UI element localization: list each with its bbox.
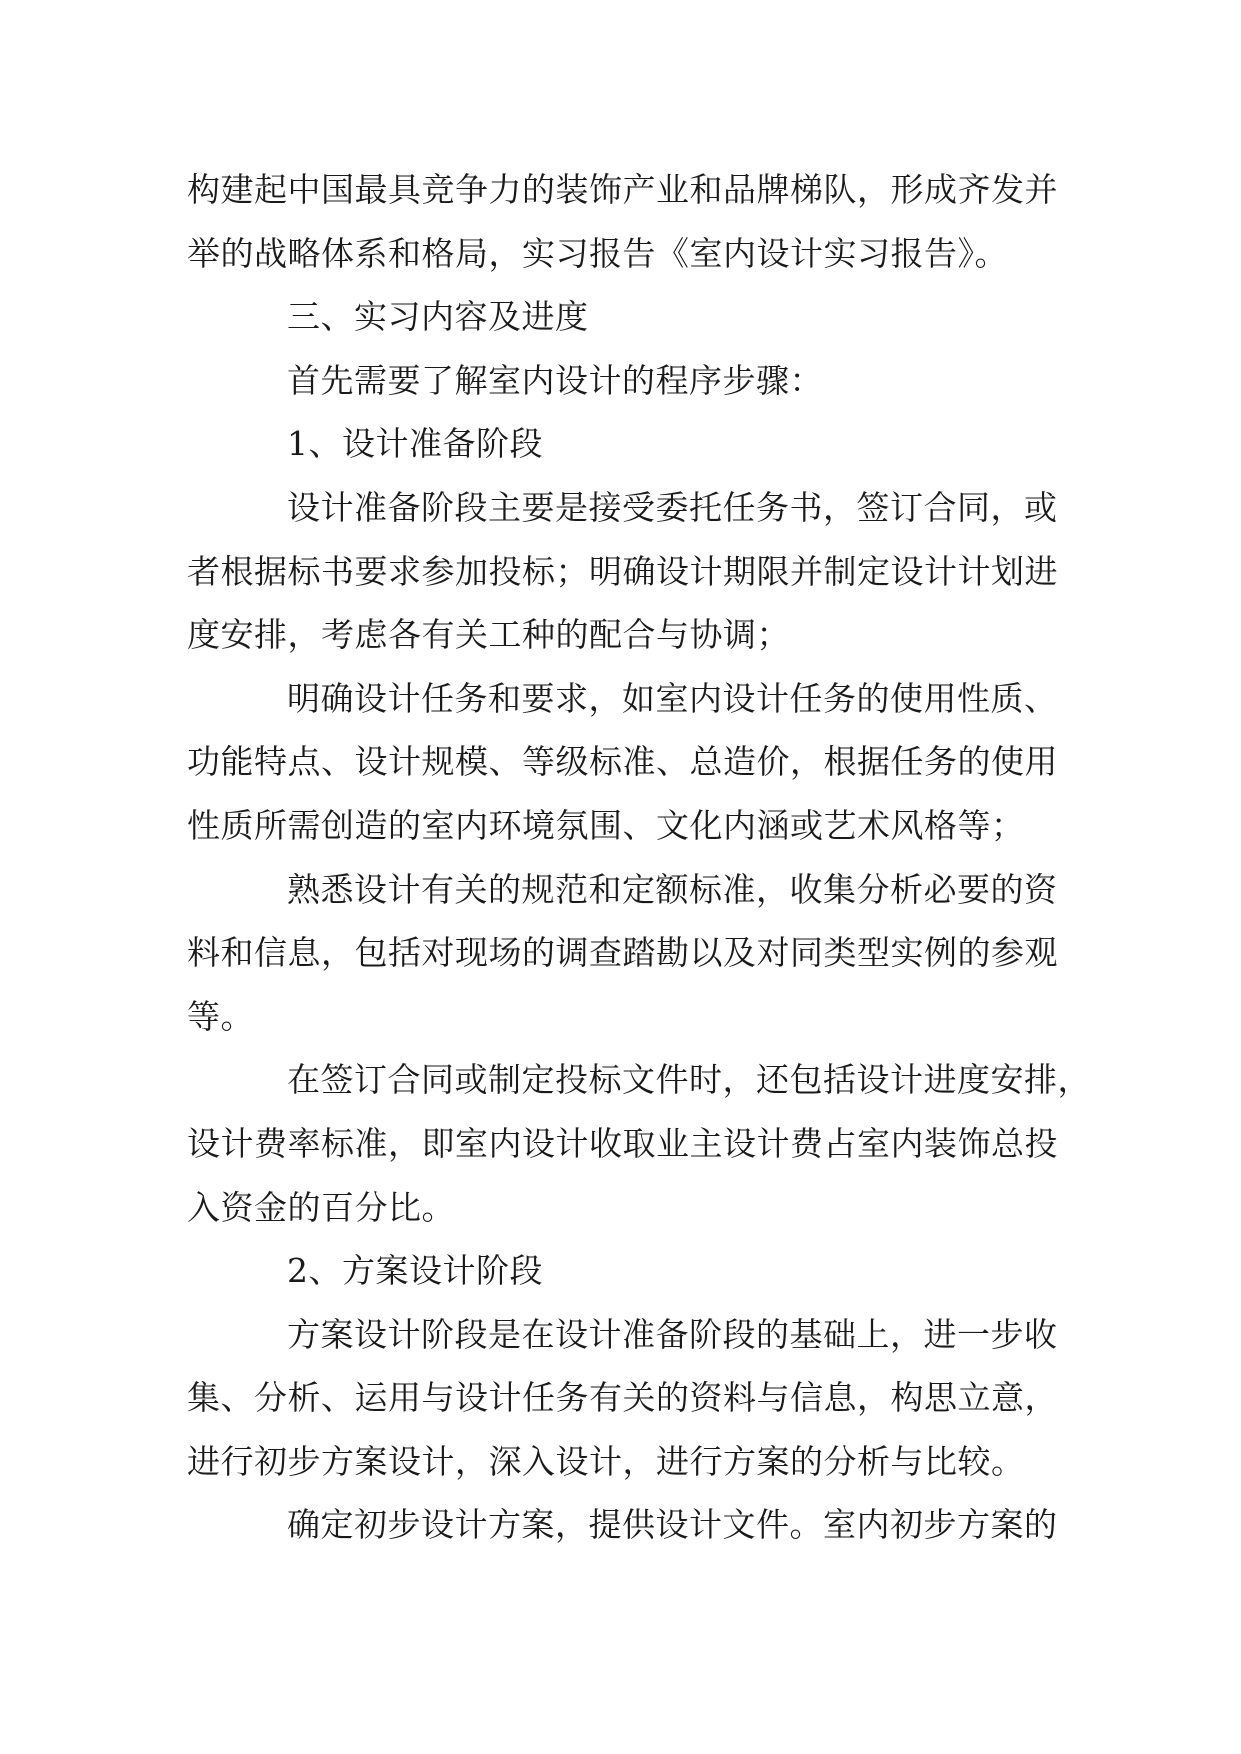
text-line-11: 性质所需创造的室内环境氛围、文化内涵或艺术风格等；	[187, 805, 1025, 845]
text-line-17: 入资金的百分比。	[187, 1187, 455, 1227]
text-line-19: 方案设计阶段是在设计准备阶段的基础上，进一步收	[287, 1314, 1058, 1354]
text-line-22: 确定初步设计方案，提供设计文件。室内初步方案的	[287, 1505, 1058, 1545]
section-heading-3: 三、实习内容及进度	[287, 297, 589, 337]
document-body	[187, 158, 1091, 1557]
text-line-13: 料和信息，包括对现场的调查踏勘以及对同类型实例的参观	[187, 933, 1058, 973]
text-line-7: 者根据标书要求参加投标；明确设计期限并制定设计计划进	[187, 551, 1058, 591]
text-line-15: 在签订合同或制定投标文件时，还包括设计进度安排，	[287, 1060, 1091, 1100]
text-line-20: 集、分析、运用与设计任务有关的资料与信息，构思立意，	[187, 1378, 1058, 1418]
text-line-4: 首先需要了解室内设计的程序步骤：	[287, 360, 823, 400]
subsection-heading-2: 2、方案设计阶段	[287, 1251, 543, 1291]
text-line-14: 等。	[187, 996, 254, 1036]
text-line-16: 设计费率标准，即室内设计收取业主设计费占室内装饰总投	[187, 1123, 1058, 1163]
subsection-heading-1: 1、设计准备阶段	[287, 424, 543, 464]
text-line-1: 构建起中国最具竞争力的装饰产业和品牌梯队，形成齐发并	[187, 170, 1058, 209]
text-line-6: 设计准备阶段主要是接受委托任务书，签订合同，或	[287, 487, 1058, 527]
text-line-8: 度安排，考虑各有关工种的配合与协调；	[187, 615, 790, 655]
text-line-9: 明确设计任务和要求，如室内设计任务的使用性质、	[287, 678, 1058, 718]
text-line-10: 功能特点、设计规模、等级标准、总造价，根据任务的使用	[187, 742, 1058, 782]
text-line-21: 进行初步方案设计，深入设计，进行方案的分析与比较。	[187, 1441, 1025, 1481]
text-line-2: 举的战略体系和格局，实习报告《室内设计实习报告》。	[187, 233, 1008, 273]
text-line-12: 熟悉设计有关的规范和定额标准，收集分析必要的资	[287, 869, 1058, 909]
